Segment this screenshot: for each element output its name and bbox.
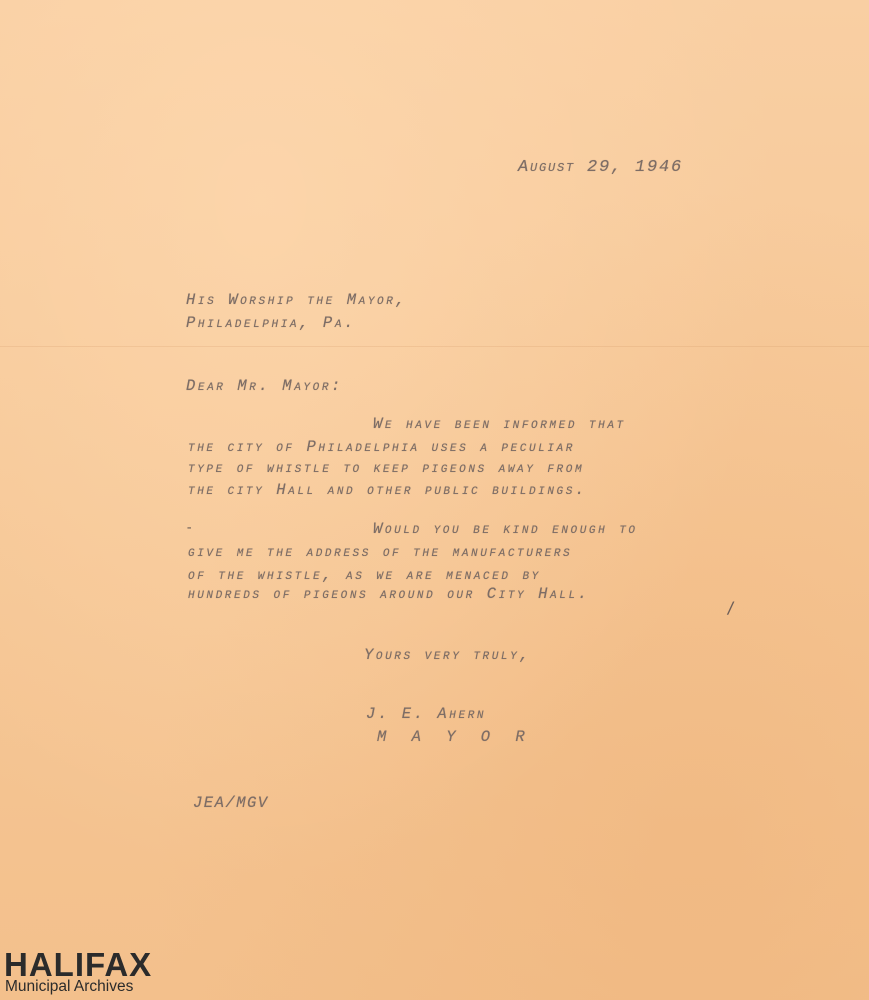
- margin-slash-mark: /: [726, 598, 736, 617]
- paragraph-2-line: give me the address of the manufacturers: [188, 543, 573, 561]
- paragraph-1-line: the city of Philadelphia uses a peculiar: [188, 438, 575, 456]
- logo-subtitle: Municipal Archives: [5, 978, 134, 995]
- paragraph-2-line: of the whistle, as we are menaced by: [188, 566, 541, 584]
- closing: Yours very truly,: [364, 646, 532, 664]
- margin-dash-mark: -: [185, 520, 194, 536]
- halifax-archives-logo: [4, 948, 204, 998]
- recipient-line-1: His Worship the Mayor,: [186, 291, 408, 309]
- reference-initials: JEA/MGV: [193, 794, 269, 812]
- signer-name: J. E. Ahern: [366, 705, 487, 723]
- paper-fold-line: [0, 346, 869, 347]
- paragraph-1-line: type of whistle to keep pigeons away from: [188, 459, 585, 477]
- paragraph-1-line: We have been informed that: [373, 415, 626, 433]
- paragraph-2-line: hundreds of pigeons around our City Hall.: [188, 585, 590, 603]
- paragraph-1-line: the city Hall and other public buildings.: [188, 481, 587, 499]
- signer-title: M A Y O R: [377, 728, 533, 746]
- paragraph-2-line: Would you be kind enough to: [373, 520, 638, 538]
- letter-date: August 29, 1946: [518, 158, 684, 177]
- recipient-line-2: Philadelphia, Pa.: [186, 314, 356, 332]
- logo-name: HALIFAX: [4, 946, 153, 983]
- salutation: Dear Mr. Mayor:: [186, 377, 343, 395]
